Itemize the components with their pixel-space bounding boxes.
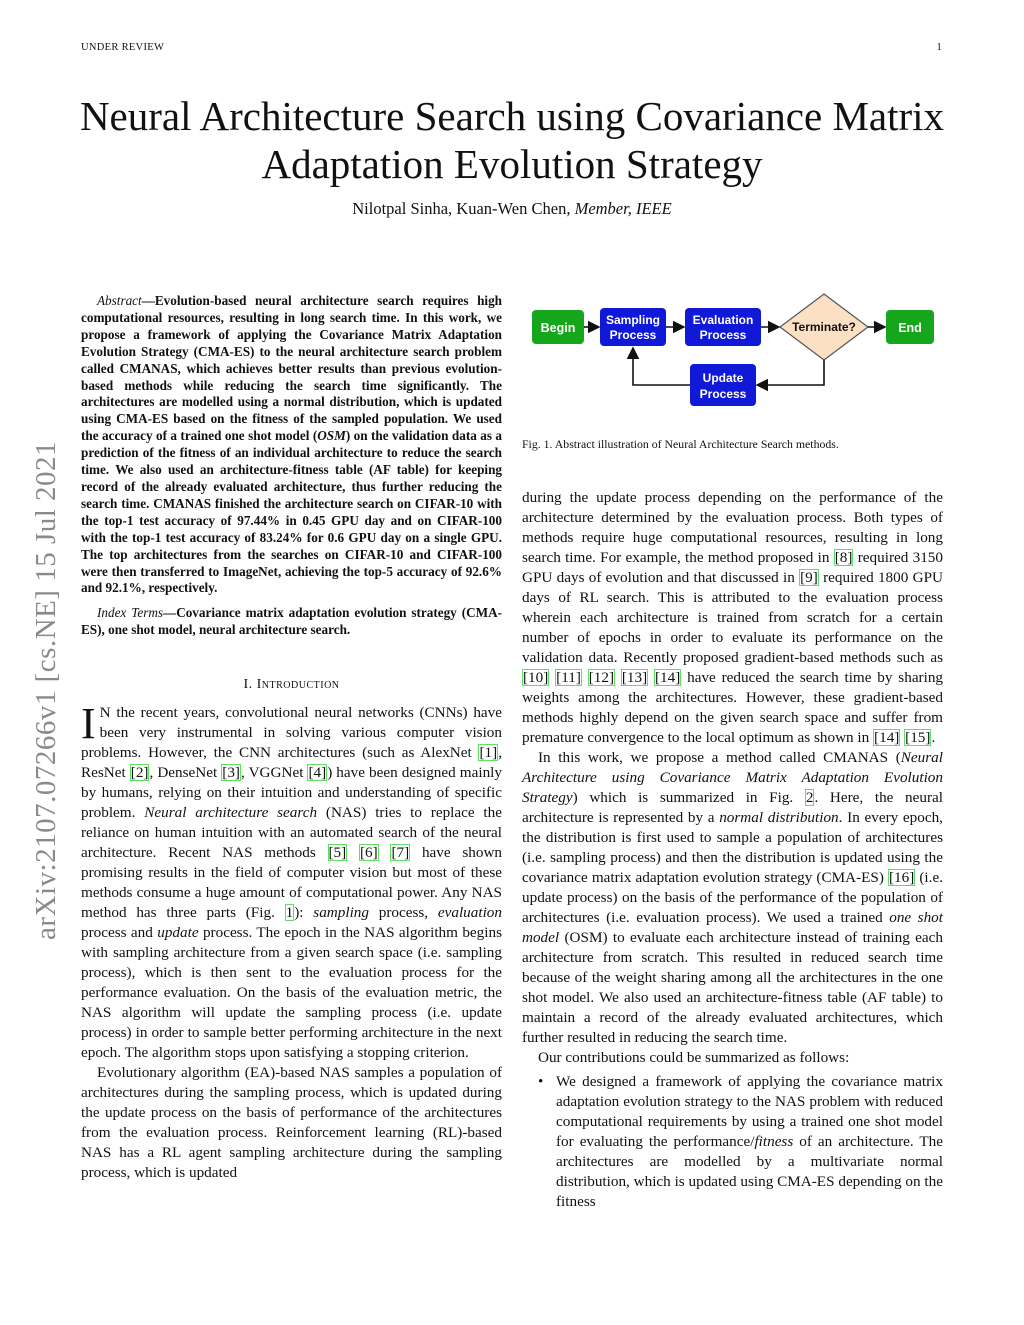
author-role: Member, IEEE <box>574 199 672 218</box>
abstract-osm: OSM <box>317 428 346 444</box>
figure-2-link[interactable]: 2 <box>805 789 814 806</box>
abstract <box>81 293 502 597</box>
title-line-1: Neural Architecture Search using Covariance Matrix <box>79 93 945 139</box>
index-terms <box>81 605 502 639</box>
sampling-label-1: Sampling <box>605 313 661 327</box>
nas-flow-diagram <box>522 286 943 416</box>
arrow-update-sampling <box>633 348 690 385</box>
right-paragraph-3: Our contributions could be summarized as follows: <box>538 1049 850 1066</box>
citation-13[interactable]: [13] <box>621 669 648 686</box>
evaluation-label-1: Evaluation <box>692 313 754 327</box>
citation-14[interactable]: [14] <box>655 669 681 686</box>
abstract-label: Abstract <box>97 293 142 308</box>
sampling-label-2: Process <box>609 328 657 342</box>
running-header: UNDER REVIEW <box>81 42 165 53</box>
contributions-list <box>522 1072 943 1212</box>
citation-2[interactable]: [2] <box>130 764 149 782</box>
figure-1-caption: Fig. 1. Abstract illustration of Neural Architecture Search methods. <box>522 437 839 451</box>
arrow-terminate-update <box>757 360 824 385</box>
citation-12[interactable]: [12] <box>588 669 615 686</box>
figure-1-link[interactable]: 1 <box>285 904 294 922</box>
right-paragraph-2: In this work, we propose a method called CMANAS (Neural Architecture using Covariance Matrix Adaptation Evolution Strategy) which is summarized in Fig. 2. Here, the neural architecture is represented by a normal distribution. In every epoch, the distribution is first used to sample a population of architectures (i.e. sampling process) and then the distribution is updated using the covariance matrix adaptation evolution strategy (CMA-ES) [16] (i.e. update process) on the basis of the performance of the population of architectures (i.e. evaluation process). We used a trained one shot model (OSM) to evaluate each architecture instead of training each architecture from scratch. This resulted in reduced search time because of the weight sharing among all the architectures in the one shot model. We also used an architecture-fitness table (AF table) to maintain a record of the already evaluated architectures, which further resulted in reducing the search time. <box>522 749 943 1046</box>
title-line-2: Adaptation Evolution Strategy <box>261 141 763 187</box>
author-line <box>0 199 1024 219</box>
citation-14b[interactable]: [14] <box>874 729 900 746</box>
citation-16[interactable]: [16] <box>889 869 915 886</box>
right-paragraph-1: during the update process depending on the performance of the architecture determined by the evaluation process. Both types of methods require huge computational resources, resulting in long search time. For example, the method proposed in [8] required 3150 GPU days of evolution and that discussed in [9] required 1800 GPU days of RL search. This is attributed to the evaluation process wherein each architecture is trained from scratch for a certain number of epochs in order to evaluate its performance on the validation data. Recently proposed gradient-based methods such as [10] [11] [12] [13] [14] have reduced the search time by sharing weights among the architectures. However, these gradient-based methods highly depend on the given search space and suffer from premature convergence to the local optimum as shown in [14] [15]. <box>522 489 944 746</box>
terminate-label: Terminate? <box>792 320 856 334</box>
page-number: 1 <box>936 42 942 53</box>
intro-paragraph-2: Evolutionary algorithm (EA)-based NAS samples a population of architectures during the sampling process, which is updated during the update process on the basis of performance of the architectures from the evaluation process. Reinforcement learning (RL)-based NAS has a RL agent sampling architecture during the sampling process, which is updated <box>81 1064 502 1182</box>
citation-8[interactable]: [8] <box>834 549 853 566</box>
citation-11[interactable]: [11] <box>556 669 581 686</box>
section-number: I. <box>243 677 253 693</box>
list-item: • We designed a framework of applying the covariance matrix adaptation evolution strategy to the NAS problem with reduced computational requirements by using a trained one shot model for evaluating the performance/fitness of an architecture. The architectures are modelled by a multivariate normal distribution, which is updated using CMA-ES depending on the fitness <box>538 1072 943 1212</box>
intro-paragraph-1: I N the recent years, convolutional neural networks (CNNs) have been very instrumental in solving various computer vision problems. However, the CNN architectures (such as AlexNet [1], ResNet [2], DenseNet [3], VGGNet [4]) have been designed mainly by humans, relying on their intuition and understanding of specific problem. Neural architecture search (NAS) tries to replace the reliance on human intuition with an automated search of the neural architecture. Recent NAS methods [5] [6] [7] have shown promising results in the field of computer vision but most of these methods consume a huge amount of computational power. Any NAS method has three parts (Fig. 1): sampling process, evaluation process and update process. The epoch in the NAS algorithm begins with sampling architecture from a given search space (i.e. sampling process), which is then sent to the evaluation process for the performance evaluation. On the basis of the evaluation metric, the NAS algorithm will update the sampling process (i.e. update process) in order to sample better performing architecture in the next epoch. The algorithm stops upon satisfying a stopping criterion. <box>81 699 503 1062</box>
index-terms-label: Index Terms <box>97 605 163 621</box>
citation-9[interactable]: [9] <box>800 569 818 586</box>
citation-5[interactable]: [5] <box>328 844 347 862</box>
index-terms-text: —Covariance matrix adaptation evolution strategy (CMA-ES), one shot model, neural architecture search. <box>81 605 502 638</box>
citation-7[interactable]: [7] <box>391 844 410 862</box>
end-label: End <box>898 321 922 335</box>
left-column <box>81 293 502 1183</box>
citation-3[interactable]: [3] <box>222 764 240 782</box>
section-heading-introduction <box>81 677 502 693</box>
begin-label: Begin <box>540 321 576 335</box>
citation-4[interactable]: [4] <box>308 764 327 782</box>
citation-1[interactable]: [1] <box>479 744 498 762</box>
figure-1 <box>522 286 943 416</box>
paper-title <box>0 92 1024 188</box>
citation-15[interactable]: [15] <box>905 729 931 746</box>
evaluation-label-2: Process <box>699 328 747 342</box>
arxiv-stamp: arXiv:2107.07266v1 [cs.NE] 15 Jul 2021 <box>30 440 62 940</box>
citation-6[interactable]: [6] <box>359 844 378 862</box>
abstract-text-2: ) on the validation data as a prediction of the fitness of an individual architecture to reduce the search time. We also used an architecture-fitness table (AF table) for keeping record of the already evaluated architecture, thus further reducing the search time. CMANAS finished the architecture search on CIFAR-10 with the top-1 test accuracy of 97.44% in 0.45 GPU day and on CIFAR-100 with the top-1 test accuracy of 83.24% for 0.6 GPU day on a single GPU. The top architectures from the searches on CIFAR-10 and CIFAR-100 were then transferred to ImageNet, achieving the top-5 accuracy of 92.6% and 92.1%, respectively. <box>81 428 503 596</box>
right-column <box>522 488 943 1212</box>
update-label-1: Update <box>702 371 744 385</box>
section-title: Introduction <box>256 677 340 693</box>
drop-cap: I <box>81 699 96 749</box>
abstract-text: —Evolution-based neural architecture search requires high computational resources, resulting in long search time. In this work, we propose a framework of applying the Covariance Matrix Adaptation Evolution Strategy (CMA-ES) to the neural architecture search problem called CMANAS, which achieves better results than previous evolution-based methods while reducing the search time significantly. The architectures are modelled using a normal distribution, which is updated using CMA-ES based on the fitness of the sampled population. We used the accuracy of a trained one shot model ( <box>81 293 502 444</box>
citation-10[interactable]: [10] <box>523 669 549 686</box>
update-label-2: Process <box>699 387 747 401</box>
authors: Nilotpal Sinha, Kuan-Wen Chen, <box>352 199 571 218</box>
